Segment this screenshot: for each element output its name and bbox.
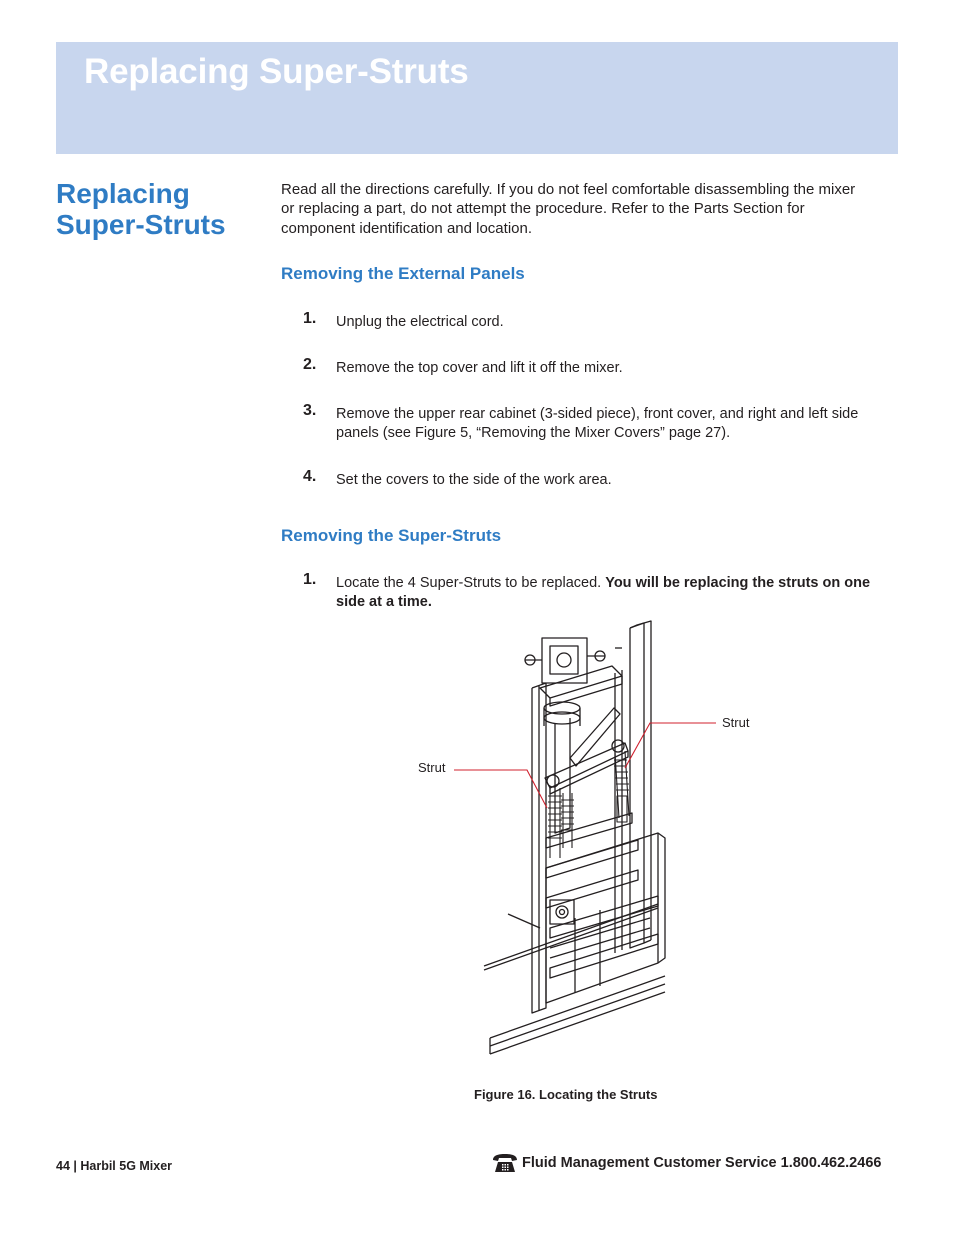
step-text: Set the covers to the side of the work area. [336, 472, 612, 488]
step-text [336, 574, 871, 612]
step-number: 1. [303, 310, 317, 327]
step-number: 4. [303, 468, 317, 485]
step-text: Remove the upper rear cabinet (3-sided piece), front cover, and right and left side panels (see Figure 5, “Removing the Mixer Covers” page 27). [336, 406, 859, 442]
title-banner [56, 42, 898, 154]
step-text: Remove the top cover and lift it off the mixer. [336, 360, 623, 376]
step-number: 1. [303, 571, 317, 588]
external-panels-heading: Removing the External Panels [281, 264, 525, 283]
telephone-icon [492, 1153, 518, 1173]
super-struts-heading: Removing the Super-Struts [281, 526, 502, 545]
footer-contact [492, 1153, 881, 1173]
step-text-bold: You will be replacing the struts on one side at a time. [336, 575, 871, 611]
intro-paragraph: Read all the directions carefully. If you do not feel comfortable disassembling the mixer or replacing a part, do not attempt the procedure. Refer to the Parts Section for component identification and location. [281, 181, 856, 237]
step-number: 2. [303, 356, 317, 373]
figure-caption: Figure 16. Locating the Struts [474, 1087, 658, 1102]
step-text: Unplug the electrical cord. [336, 314, 504, 330]
section-heading: Replacing Super-Struts [56, 178, 226, 240]
strut-callout-left: Strut [418, 760, 446, 775]
step-text-regular: Locate the 4 Super-Struts to be replaced. [336, 575, 606, 591]
page-title: Replacing Super-Struts [84, 52, 469, 91]
strut-callout-right: Strut [722, 715, 750, 730]
customer-service-line: Fluid Management Customer Service 1.800.462.2466 [522, 1155, 882, 1171]
footer-page-info: 44 | Harbil 5G Mixer [56, 1159, 173, 1173]
strut-figure [400, 618, 780, 1058]
step-number: 3. [303, 402, 317, 419]
callout-lines [400, 618, 780, 1058]
